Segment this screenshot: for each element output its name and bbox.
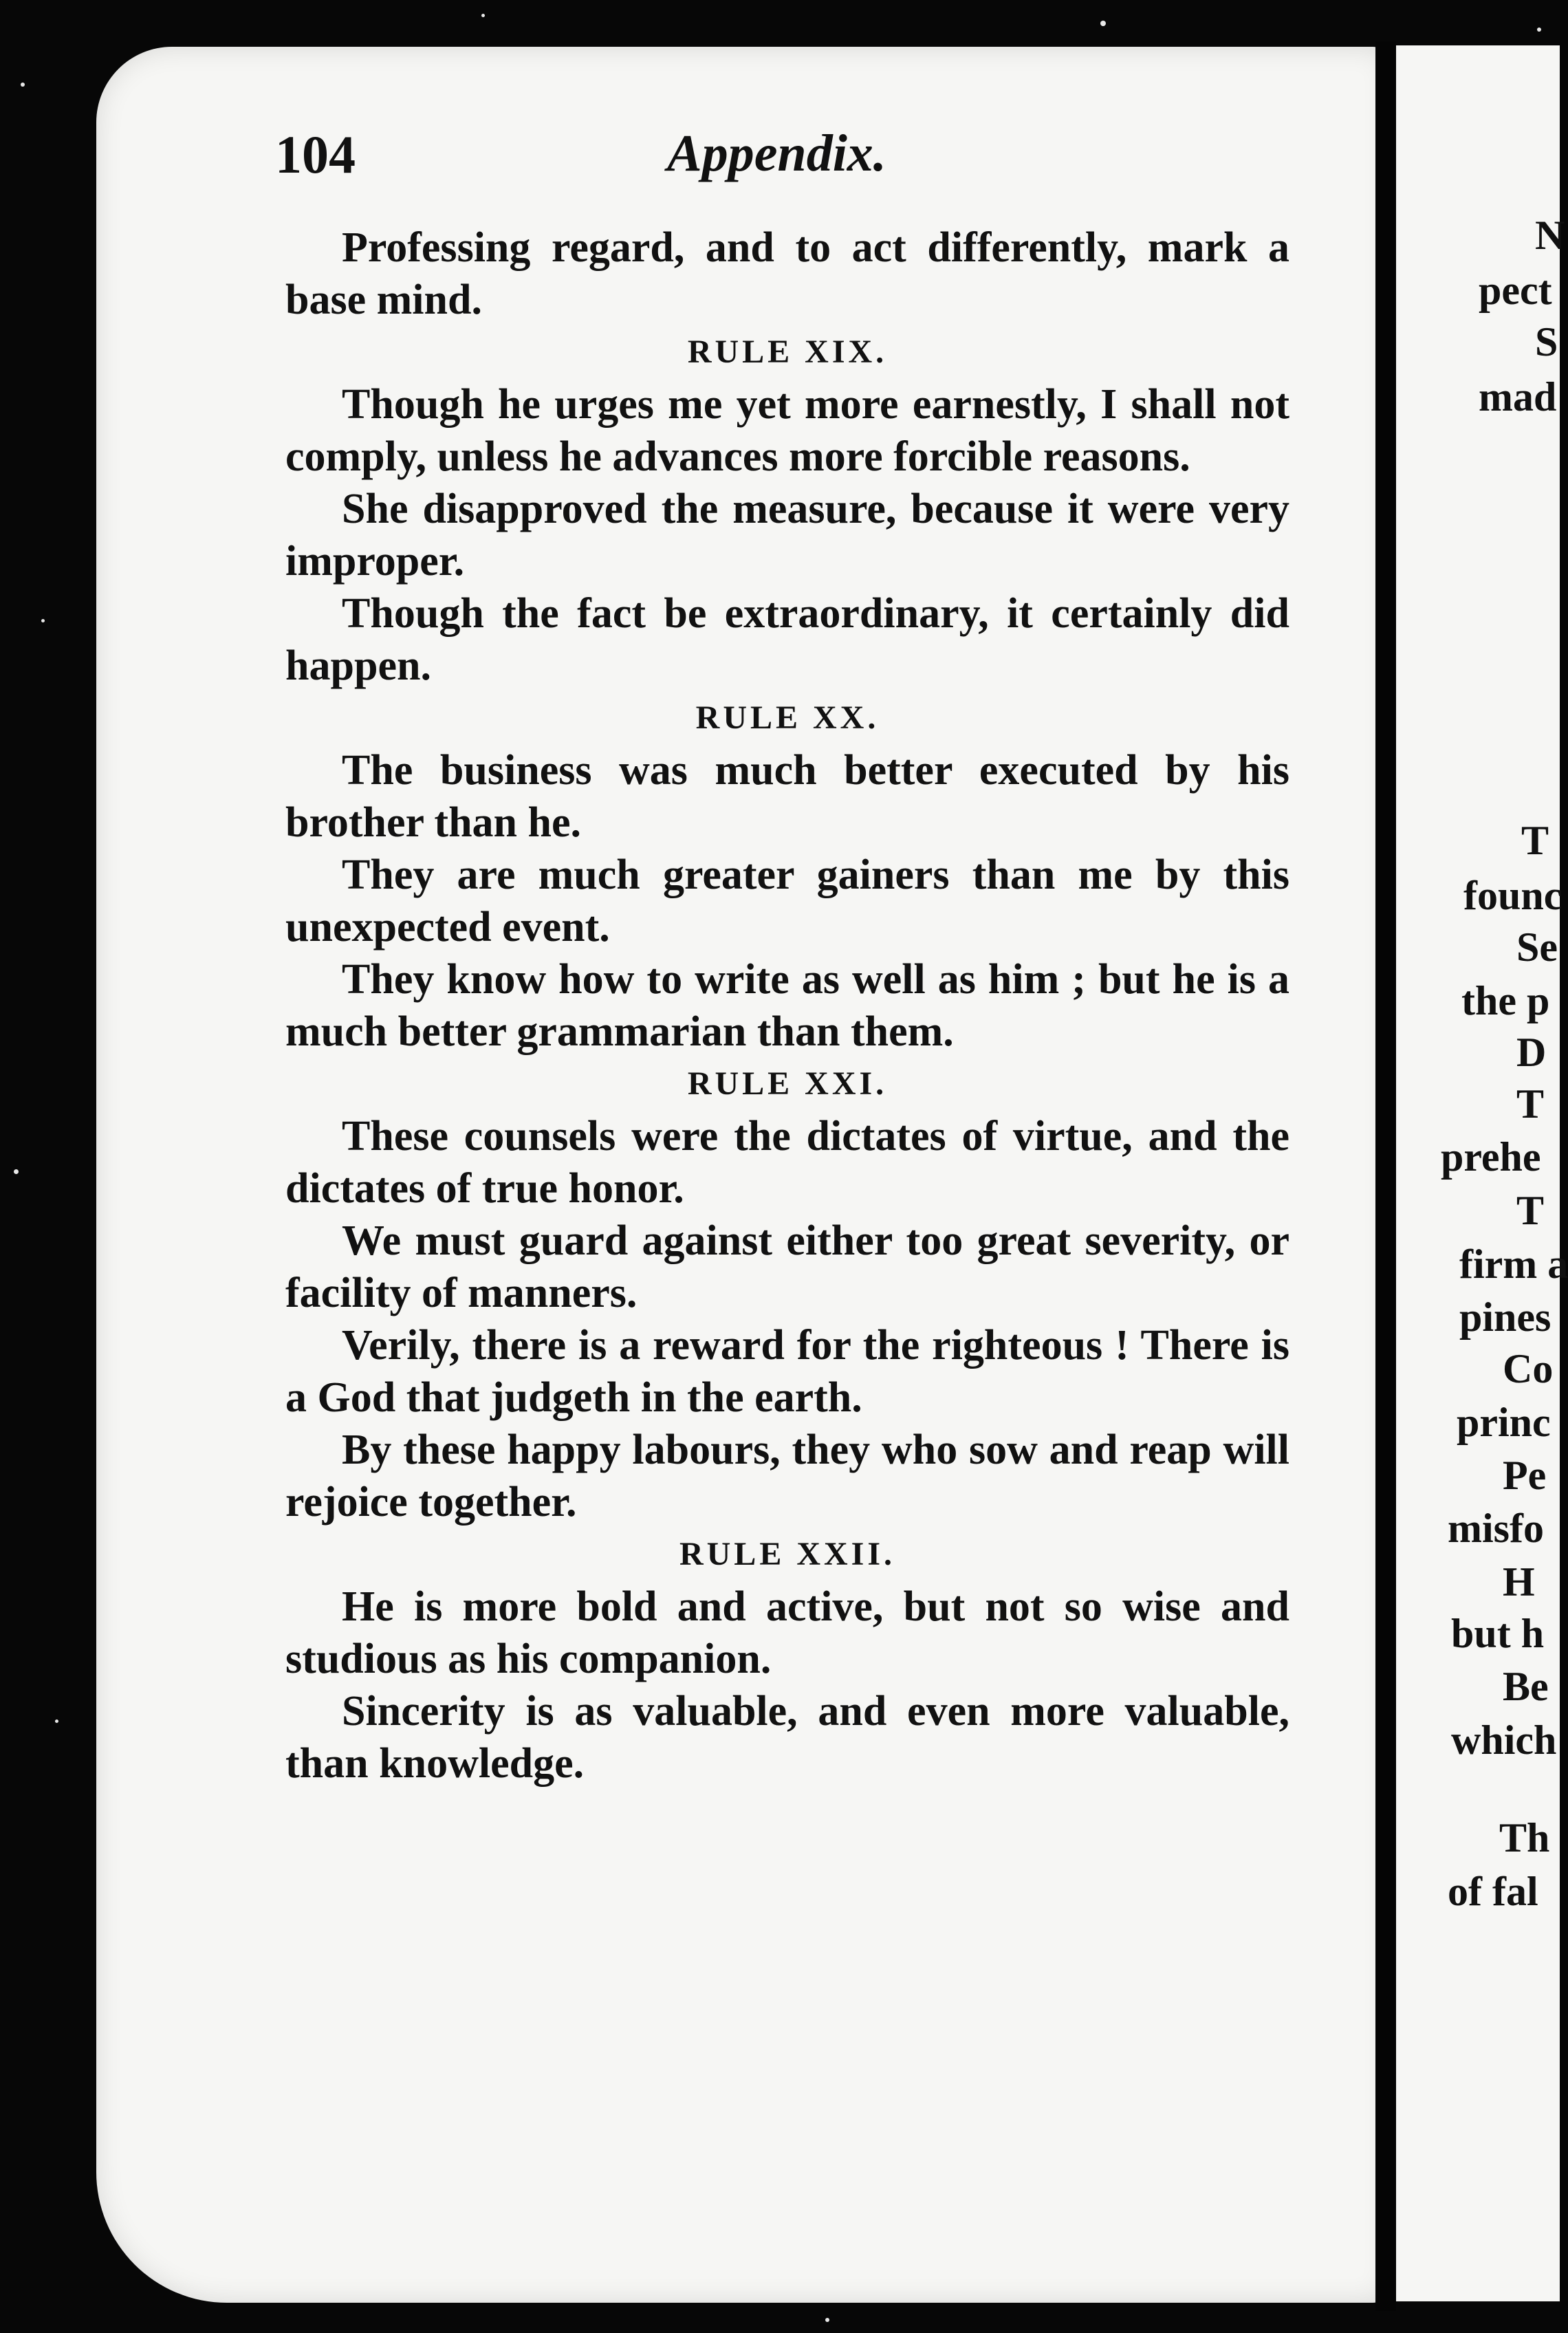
paragraph: By these happy labours, they who sow and reap will rejoice together. <box>285 1426 1289 1526</box>
paragraph: Though he urges me yet more earnestly, I shall not comply, unless he advances more forcible reasons. <box>285 381 1289 480</box>
running-head: Appendix. <box>667 124 886 182</box>
right-page-fragment: firm a <box>1459 1241 1568 1287</box>
dust-speck <box>55 1719 58 1723</box>
paragraph: Professing regard, and to act differently, mark a base mind. <box>285 224 1289 323</box>
paragraph: We must guard against either too great severity, or facility of manners. <box>285 1217 1289 1316</box>
right-page-fragment: N <box>1535 213 1565 258</box>
dust-speck <box>481 14 485 17</box>
right-page-fragment: T <box>1521 818 1549 863</box>
dust-speck <box>825 2318 829 2322</box>
page-number: 104 <box>275 124 356 184</box>
rule-heading: RULE XX. <box>695 699 880 736</box>
right-page-fragment: misfo <box>1448 1506 1544 1551</box>
right-page-fragment: S <box>1535 319 1558 365</box>
right-page-fragment: D <box>1516 1030 1547 1075</box>
right-page-fragment: Pe <box>1503 1453 1547 1498</box>
right-page-fragment: H <box>1503 1559 1535 1605</box>
right-page-fragment: Co <box>1503 1346 1554 1391</box>
dust-speck <box>41 619 45 622</box>
paragraph: They know how to write as well as him ; but he is a much better grammarian than them. <box>285 956 1289 1055</box>
dust-speck <box>14 1169 19 1174</box>
dust-speck <box>1537 28 1541 32</box>
right-page-fragment: T <box>1516 1081 1545 1127</box>
right-page-fragment: T <box>1516 1188 1545 1233</box>
paragraph: The business was much better executed by his brother than he. <box>285 747 1289 846</box>
rule-heading: RULE XXII. <box>679 1536 896 1572</box>
right-page-fragment: princ <box>1457 1400 1551 1445</box>
dust-speck <box>1100 21 1106 26</box>
right-page-fragment: pect <box>1479 268 1552 313</box>
right-page-fragment: Th <box>1499 1815 1550 1860</box>
paragraph: Verily, there is a reward for the righteous ! There is a God that judgeth in the earth. <box>285 1322 1289 1421</box>
page-gutter <box>1375 41 1396 2311</box>
paragraph: These counsels were the dictates of virtue, and the dictates of true honor. <box>285 1113 1289 1212</box>
paragraph: He is more bold and active, but not so wise and studious as his companion. <box>285 1583 1289 1682</box>
right-page-fragment: mad <box>1479 374 1557 420</box>
paragraph: Though the fact be extraordinary, it certainly did happen. <box>285 590 1289 689</box>
rule-heading: RULE XIX. <box>687 334 888 370</box>
paragraph: Sincerity is as valuable, and even more valuable, than knowledge. <box>285 1688 1289 1787</box>
right-page-fragment: pines <box>1459 1294 1551 1340</box>
right-page-fragment: which <box>1451 1717 1557 1763</box>
dust-speck <box>21 83 25 87</box>
right-page-fragment: of fal <box>1448 1869 1538 1914</box>
right-page-fragment: the p <box>1461 978 1550 1023</box>
paragraph: They are much greater gainers than me by this unexpected event. <box>285 851 1289 951</box>
right-page-fragment: Be <box>1503 1664 1549 1709</box>
right-page-fragment: Se <box>1516 924 1558 970</box>
right-page-fragment: but h <box>1451 1611 1545 1656</box>
right-page-fragment: founc <box>1463 873 1562 918</box>
paragraph: She disapproved the measure, because it were very improper. <box>285 486 1289 585</box>
page-body-text <box>285 221 1289 1790</box>
rule-heading: RULE XXI. <box>687 1065 888 1102</box>
right-page-fragment: prehe <box>1441 1134 1541 1180</box>
